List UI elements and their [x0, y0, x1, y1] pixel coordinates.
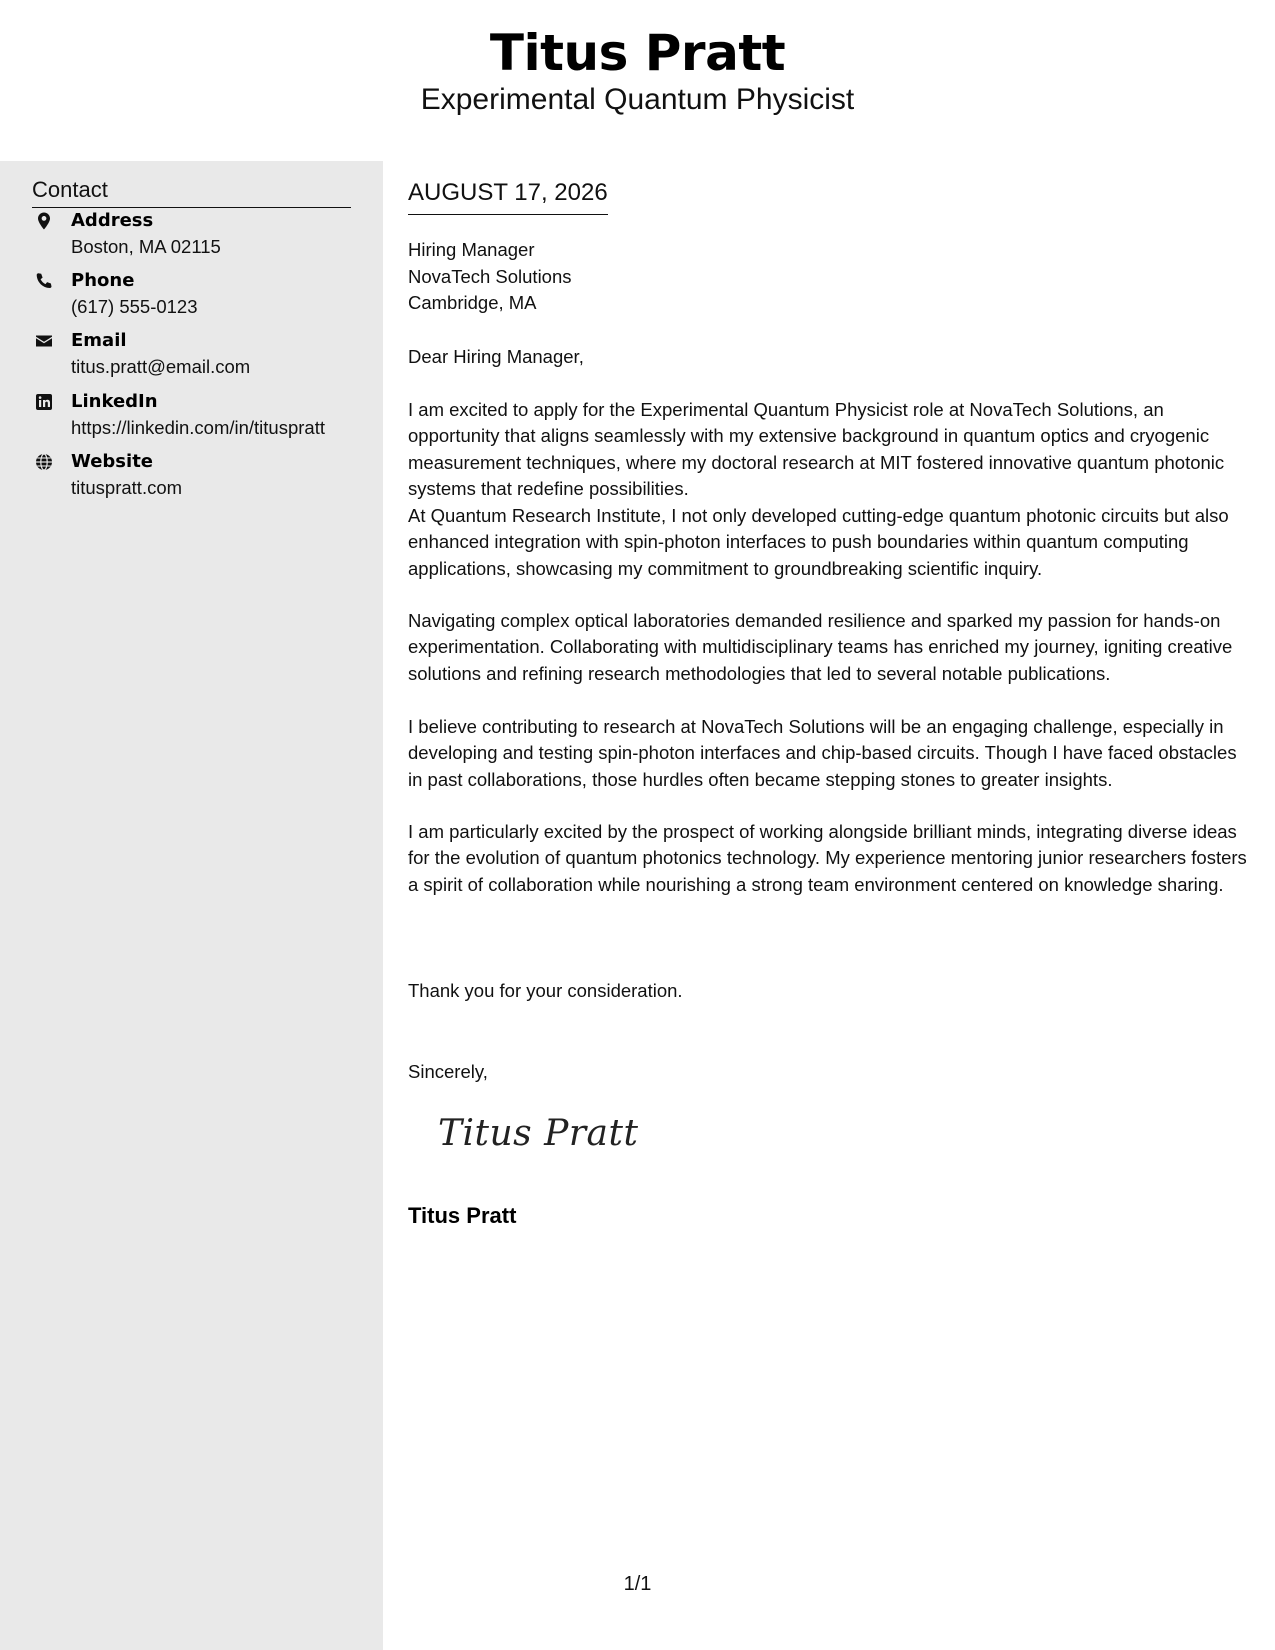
- handwritten-signature: Titus Pratt: [438, 1113, 639, 1154]
- recipient-line: Cambridge, MA: [408, 292, 537, 313]
- page-number: 1/1: [623, 1573, 652, 1595]
- recipient-line: Hiring Manager: [408, 239, 535, 260]
- contact-heading: Contact: [32, 175, 351, 208]
- signer-name: Titus Pratt: [408, 1203, 517, 1228]
- letter-paragraph: At Quantum Research Institute, I not only developed cutting-edge quantum photonic circuits but also enhanced integration with spin-photon interfaces to push boundaries within quantum computing applications, showcasing my commitment to groundbreaking scientific inquiry.: [408, 505, 1229, 579]
- email-value[interactable]: titus.pratt@email.com: [71, 356, 251, 377]
- contact-label: Phone: [71, 270, 135, 291]
- applicant-name: Titus Pratt: [489, 24, 786, 82]
- closing: Sincerely,: [408, 1061, 488, 1082]
- contact-sidebar: [0, 161, 383, 1650]
- contact-label: LinkedIn: [71, 391, 158, 412]
- phone-icon: [34, 271, 54, 291]
- address-value: Boston, MA 02115: [71, 236, 221, 257]
- location-pin-icon: [34, 211, 54, 231]
- envelope-icon: [34, 331, 54, 351]
- phone-value[interactable]: (617) 555-0123: [71, 296, 198, 317]
- contact-label: Email: [71, 330, 127, 351]
- letter-paragraph: Navigating complex optical laboratories demanded resilience and sparked my passion for hands-on experimentation. Collaborating with multidisciplinary teams has enriched my journey, igniting creative solutions and refining research methodologies that led to several notable publications.: [408, 610, 1233, 684]
- contact-label: Website: [71, 451, 154, 472]
- website-value[interactable]: tituspratt.com: [71, 477, 183, 498]
- linkedin-icon: [34, 392, 54, 412]
- recipient-line: NovaTech Solutions: [408, 265, 572, 287]
- salutation: Dear Hiring Manager,: [408, 346, 584, 367]
- letter-paragraph: Thank you for your consideration.: [408, 980, 683, 1001]
- contact-label: Address: [71, 210, 154, 231]
- letter-paragraph: I am particularly excited by the prospect of working alongside brilliant minds, integrating diverse ideas for the evolution of quantum photonics technology. My experience mentoring junior researchers fosters a spirit of collaboration while nourishing a strong team environment centered on knowledge sharing.: [408, 821, 1247, 895]
- applicant-title: Experimental Quantum Physicist: [420, 83, 855, 116]
- linkedin-value[interactable]: https://linkedin.com/in/tituspratt: [71, 417, 325, 438]
- recipient-block: [408, 237, 572, 317]
- letter-header: [0, 0, 1275, 161]
- globe-icon: [34, 452, 54, 472]
- letter-paragraph: I am excited to apply for the Experimental Quantum Physicist role at NovaTech Solutions, an opportunity that aligns seamlessly with my extensive background in quantum optics and cryogenic measurement techniques, where my doctoral research at MIT fostered innovative quantum photonic systems that redefine possibilities.: [408, 399, 1225, 500]
- letter-date: AUGUST 17, 2026: [408, 177, 608, 215]
- letter-paragraph: I believe contributing to research at NovaTech Solutions will be an engaging challenge, especially in developing and testing spin-photon interfaces and chip-based circuits. Though I have faced obstacles in past collaborations, those hurdles often became stepping stones to greater insights.: [408, 716, 1237, 790]
